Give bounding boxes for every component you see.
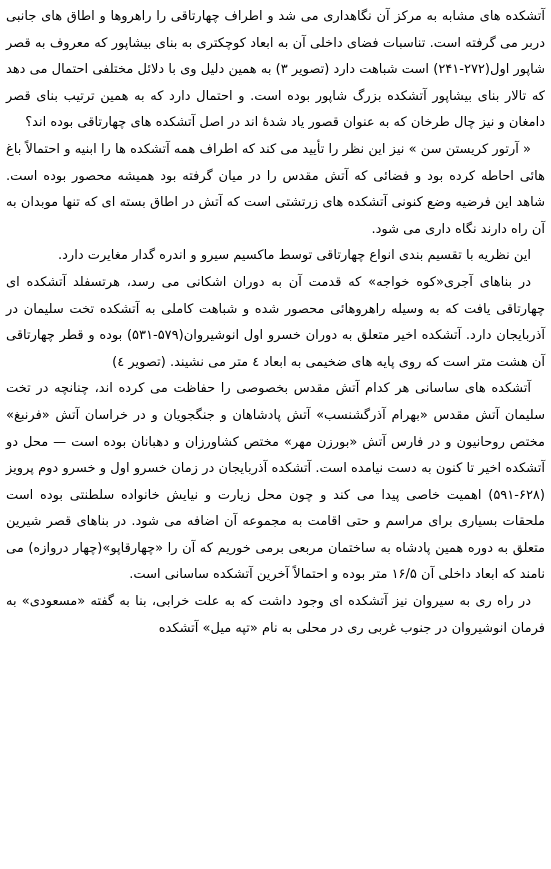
paragraph-3: این نظریه با تقسیم بندی انواع چهارتاقی توسط ماکسیم سیرو و اندره گدار مغایرت دارد. — [58, 248, 531, 264]
paragraph-6: در راه ری به سیروان نیز آتشکده ای وجود داشت که به علت خرابی، بنا به گفته «مسعودی» به فرمان انوشیروان در جنوب غربی ری در محلی به نام «تپه میل» آتشکده — [6, 594, 545, 636]
paragraph-1: آتشکده های مشابه به مرکز آن نگاهداری می شد و اطراف چهارتاقی را راهروها و اطاق های جانبی دربر می گرفته است. تناسبات فضای داخلی آن به ابعاد کوچکتری به بنای بیشاپور که معروف به قصر شاپور اول(۲۷۲-۲۴۱) است شباهت دارد (تصویر ۳) به همین دلیل وی با دلائل مختلفی احتمال می دهد که تالار بنای بیشاپور آتشکده بزرگ شاپور بوده است. و احتمال دارد که به همین ترتیب بنای قصر دامغان و نیز چال طرخان که به عنوان قصور یاد شدهٔ اند در اصل آتشکده های چهارتاقی بوده اند؟ — [6, 9, 545, 131]
paragraph-2: « آرتور کریستن سن » نیز این نظر را تأیید می کند که اطراف همه آتشکده ها را ابنیه و احتمالاً باغ هائی احاطه کرده بود و فضائی که آتش مقدس را در میان گرفته بود همیشه محصور بوده است. شاهد این فرضیه وضع کنونی آتشکده های زرتشتی است که آتش در اطاق بسته ای که تنها موبدان به آن راه دارند نگاه داری می شود. — [6, 141, 545, 237]
paragraph-5: آتشکده های ساسانی هر کدام آتش مقدس بخصوصی را حفاظت می کرده اند، چنانچه در تخت سلیمان آتش مقدس «بهرام آذرگشنسب» آتش پادشاهان و جنگجویان و در خراسان آتش «فرنبغ» مختص روحانیون و در فارس آتش «بورزن مهر» مختص کشاورزان و دهبانان بوده است — محل دو آتشکده اخیر تا کنون به دست نیامده است. آتشکده آذربایجان در زمان خسرو اول و خسرو دوم پرویز (۶۲۸-۵۹۱) اهمیت خاصی پیدا می کند و چون محل زیارت و نیایش خانواده سلطنتی بوده است ملحقات بسیاری برای مراسم و حتی اقامت به مجموعه آن اضافه می شود. در بناهای قصر شیرین متعلق به دوره همین پادشاه به ساختمان مربعی برمی خوریم که آن را «چهارقاپو»(چهار دروازه) می نامند که ابعاد داخلی آن ۱۶/۵ متر بوده و احتمالاً آخرین آتشکده ساسانی است. — [6, 381, 545, 583]
paragraph-4: در بناهای آجری«کوه خواجه» که قدمت آن به دوران اشکانی می رسد، هرتسفلد آتشکده ای چهارتاقی یافت که به وسیله راهروهائی محصور شده و شباهت کاملی به آتشکده تخت سلیمان در آذربایجان دارد. آتشکده اخیر متعلق به دوران خسرو اول انوشیروان(۵۷۹-۵۳۱) بوده و قطر چهارتاقی آن هشت متر است که روی پایه های ضخیمی به ابعاد ٤ متر می نشیند. (تصویر ٤) — [6, 274, 545, 370]
document-page — [6, 4, 545, 865]
